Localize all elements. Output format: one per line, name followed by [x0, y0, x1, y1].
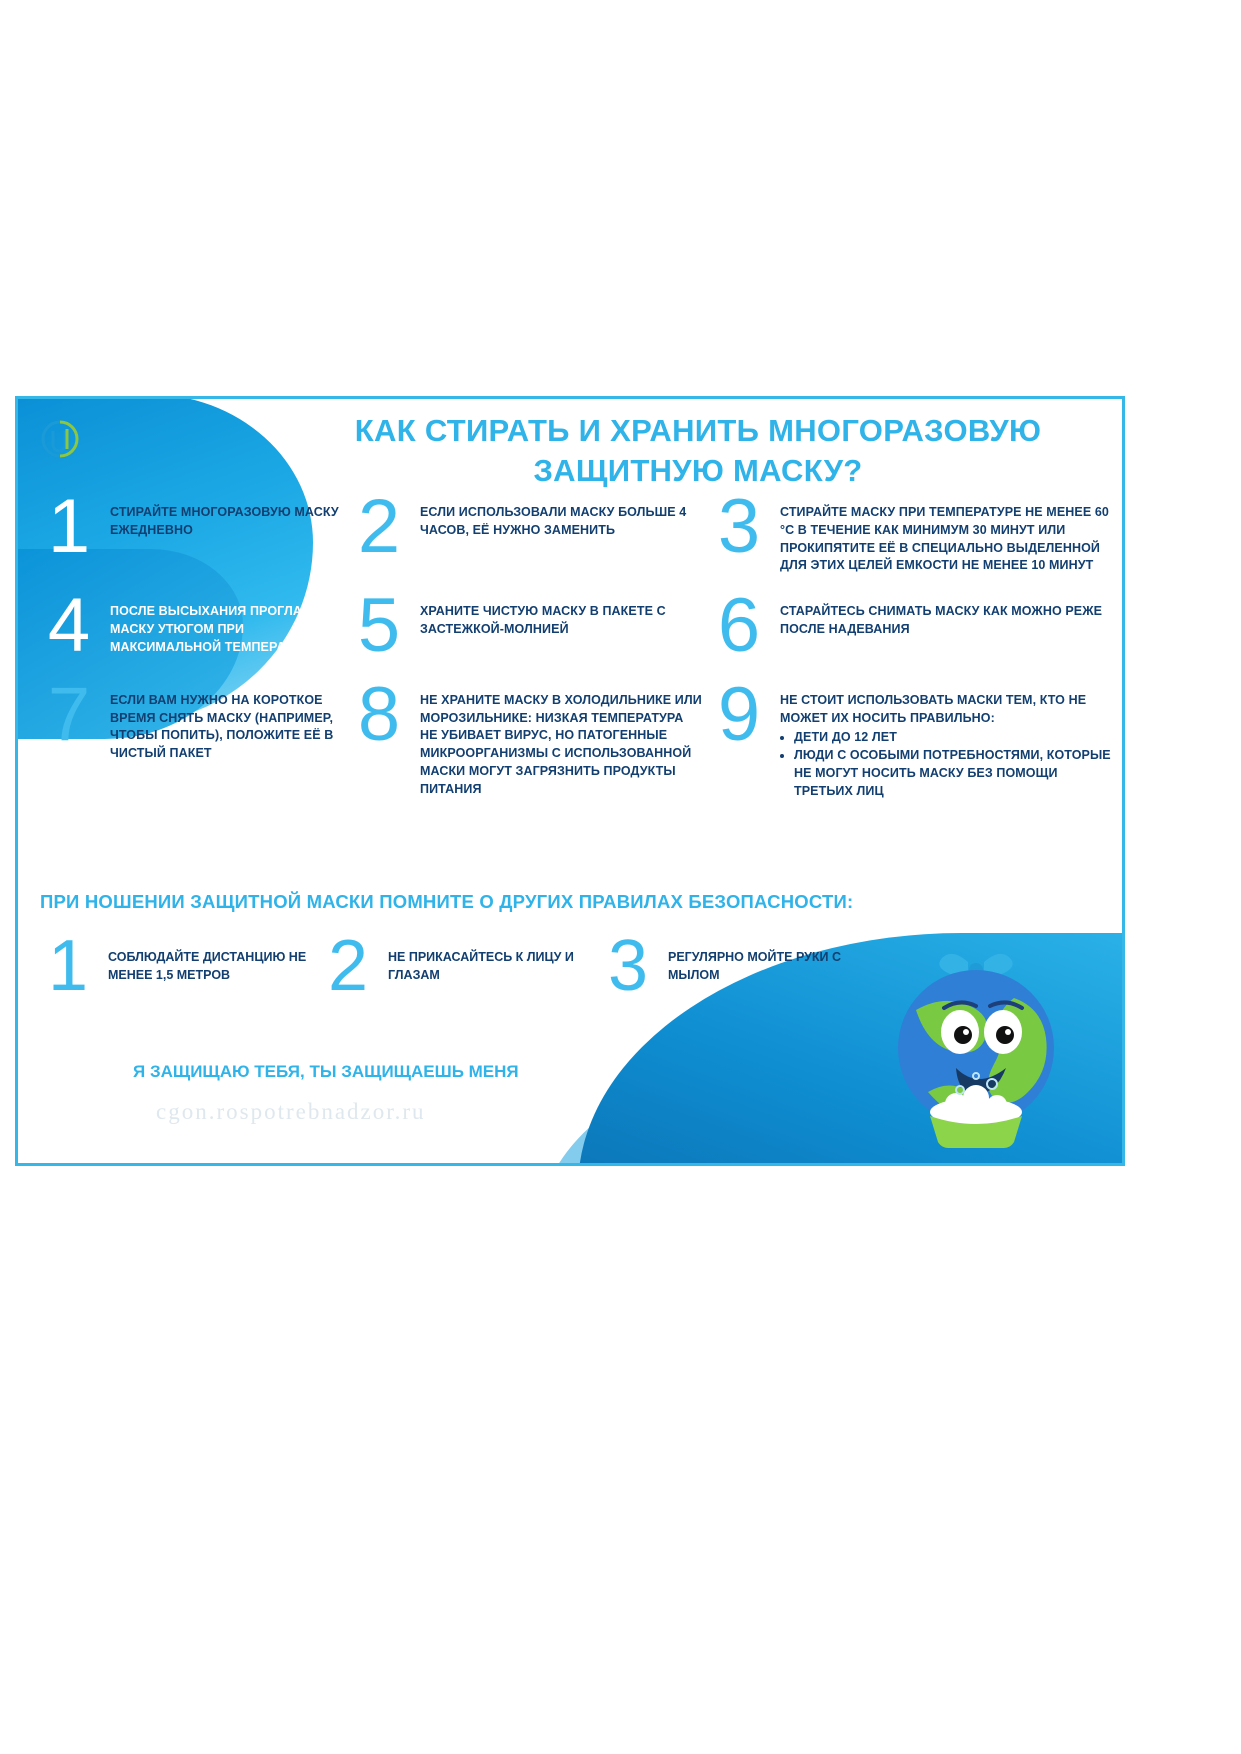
safety-tip-text: СОБЛЮДАЙТЕ ДИСТАНЦИЮ НЕ МЕНЕЕ 1,5 МЕТРОВ [108, 950, 307, 983]
tip-item [708, 583, 1122, 668]
tips-row-1 [18, 484, 1122, 575]
poster [15, 396, 1125, 1166]
tip-number: 8 [357, 671, 401, 757]
safety-tip-number: 3 [607, 926, 649, 1006]
tip-text: СТИРАЙТЕ МАСКУ ПРИ ТЕМПЕРАТУРЕ НЕ МЕНЕЕ 60 °C В ТЕЧЕНИЕ КАК МИНИМУМ 30 МИНУТ ИЛИ ПРОКИПЯТИТЕ ЕЁ В СПЕЦИАЛЬНО ВЫДЕЛЕННОЙ ДЛЯ ЭТИХ ЦЕЛЕЙ ЕМКОСТИ НЕ МЕНЕЕ 10 МИНУТ [780, 505, 1109, 573]
tips-row-3 [18, 671, 1122, 801]
tip-text: ЕСЛИ ИСПОЛЬЗОВАЛИ МАСКУ БОЛЬШЕ 4 ЧАСОВ, ЕЁ НУЖНО ЗАМЕНИТЬ [420, 505, 687, 537]
page-title [288, 411, 1108, 490]
tips-row-2 [18, 583, 1122, 668]
tip-text: ЕСЛИ ВАМ НУЖНО НА КОРОТКОЕ ВРЕМЯ СНЯТЬ МАСКУ (НАПРИМЕР, ЧТОБЫ ПОПИТЬ), ПОЛОЖИТЕ ЕЁ В ЧИСТЫЙ ПАКЕТ [110, 692, 334, 761]
tip-item [708, 484, 1122, 575]
safety-tip-item [38, 926, 318, 1006]
tip-bullet-list [780, 729, 1116, 800]
tip-text: ПОСЛЕ ВЫСЫХАНИЯ ПРОГЛАДЬТЕ МАСКУ УТЮГОМ ПРИ МАКСИМАЛЬНОЙ ТЕМПЕРАТУРЕ [110, 604, 336, 654]
tip-number: 5 [357, 583, 401, 668]
list-item: • ЛЮДИ С ОСОБЫМИ ПОТРЕБНОСТЯМИ, КОТОРЫЕ НЕ МОГУТ НОСИТЬ МАСКУ БЕЗ ПОМОЩИ ТРЕТЬИХ ЛИЦ [794, 747, 1116, 800]
tips-grid [18, 484, 1122, 800]
tip-item [348, 484, 708, 575]
tip-number: 4 [47, 583, 91, 668]
tip-text: ХРАНИТЕ ЧИСТУЮ МАСКУ В ПАКЕТЕ С ЗАСТЕЖКОЙ-МОЛНИЕЙ [420, 604, 666, 636]
tip-item [348, 671, 708, 801]
tip-text: НЕ ХРАНИТЕ МАСКУ В ХОЛОДИЛЬНИКЕ ИЛИ МОРОЗИЛЬНИКЕ: НИЗКАЯ ТЕМПЕРАТУРА НЕ УБИВАЕТ ВИРУС, НО ПАТОГЕННЫЕ МИКРООРГАНИЗМЫ С ИСПОЛЬЗОВАННОЙ МАСКИ МОГУТ ЗАГРЯЗНИТЬ ПРОДУКТЫ ПИТАНИЯ [420, 692, 702, 796]
tip-text: СТАРАЙТЕСЬ СНИМАТЬ МАСКУ КАК МОЖНО РЕЖЕ ПОСЛЕ НАДЕВАНИЯ [780, 604, 1103, 636]
tip-number: 1 [47, 484, 91, 569]
tip-number: 7 [47, 671, 91, 757]
safety-section-title: ПРИ НОШЕНИИ ЗАЩИТНОЙ МАСКИ ПОМНИТЕ О ДРУГИХ ПРАВИЛАХ БЕЗОПАСНОСТИ: [40, 891, 854, 912]
tip-item [18, 583, 348, 668]
list-item: • ДЕТИ ДО 12 ЛЕТ [794, 729, 1116, 747]
title-line-2: ЗАЩИТНУЮ МАСКУ? [533, 452, 863, 488]
tip-item [348, 583, 708, 668]
safety-tip-number: 2 [327, 926, 369, 1006]
website-url: cgon.rospotrebnadzor.ru [156, 1099, 426, 1124]
tip-number: 9 [717, 671, 761, 757]
tip-item [18, 671, 348, 801]
tip-item [18, 484, 348, 575]
earth-mascot-icon [864, 940, 1094, 1155]
tip-number: 6 [717, 583, 761, 668]
title-line-1: КАК СТИРАТЬ И ХРАНИТЬ МНОГОРАЗОВУЮ [354, 413, 1042, 448]
tip-number: 2 [357, 484, 401, 569]
tip-number: 3 [717, 484, 761, 569]
safety-tips-row [38, 926, 878, 1006]
safety-tip-number: 1 [47, 926, 89, 1006]
tip-text: СТИРАЙТЕ МНОГОРАЗОВУЮ МАСКУ ЕЖЕДНЕВНО [110, 505, 339, 537]
safety-tip-item [598, 926, 878, 1006]
tip-item [708, 671, 1122, 801]
safety-tip-text: РЕГУЛЯРНО МОЙТЕ РУКИ С МЫЛОМ [668, 950, 842, 983]
safety-tip-text: НЕ ПРИКАСАЙТЕСЬ К ЛИЦУ И ГЛАЗАМ [388, 950, 574, 983]
tip-text-with-bullets [780, 682, 1116, 801]
safety-tip-item [318, 926, 598, 1006]
tip-text: НЕ СТОИТ ИСПОЛЬЗОВАТЬ МАСКИ ТЕМ, КТО НЕ МОЖЕТ ИХ НОСИТЬ ПРАВИЛЬНО: [780, 692, 1087, 725]
organization-logo-icon [40, 417, 90, 465]
slogan: Я ЗАЩИЩАЮ ТЕБЯ, ТЫ ЗАЩИЩАЕШЬ МЕНЯ [133, 1062, 519, 1081]
